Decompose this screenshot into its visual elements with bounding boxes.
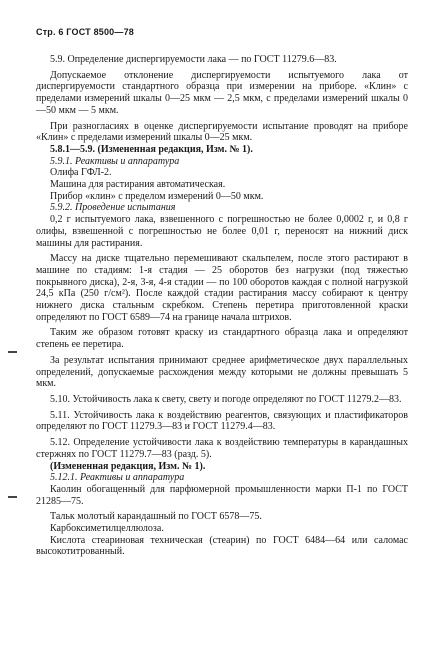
subsection-heading: 5.12.1. Реактивы и аппаратура — [50, 472, 185, 484]
amendment-note: 5.8.1—5.9. (Измененная редакция, Изм. № 1). — [50, 143, 253, 155]
paragraph: Олифа ГФЛ-2. — [50, 167, 112, 179]
subsection-heading: 5.9.1. Реактивы и аппаратура — [50, 155, 180, 167]
margin-mark — [8, 351, 17, 353]
page-header: Стр. 6 ГОСТ 8500—78 — [36, 27, 135, 37]
paragraph: Кислота стеариновая техническая (стеарин) по ГОСТ 6484—64 или саломас высокотитрованный. — [36, 534, 408, 558]
paragraph: Массу на диске тщательно перемешивают скальпелем, после этого растирают в машине по стадиям: 1-я стадия — 25 оборотов без нагрузки (под тяжестью покрывного диска), 2-я, 3-я, 4-я стадии — по 100 оборотов каждая с полной нагрузкой 24,5 кПа (250 г/см²). После каждой стадии растирания массу собирают к центру нижнего диска стальным скребком. Степень перетира приготовленной краски определяют по ГОСТ 6589—74 на границе начала штрихов. — [36, 253, 408, 323]
amendment-note: (Измененная редакция, Изм. № 1). — [50, 460, 206, 472]
margin-mark — [8, 496, 17, 498]
paragraph: 5.10. Устойчивость лака к свету, свету и погоде определяют по ГОСТ 11279.2—83. — [50, 393, 402, 405]
paragraph: Тальк молотый карандашный по ГОСТ 6578—75. — [50, 511, 262, 523]
paragraph: Прибор «клин» с пределом измерений 0—50 мкм. — [50, 190, 264, 202]
document-body — [36, 54, 408, 558]
paragraph: Допускаемое отклонение диспергируемости испытуемого лака от диспергируемости стандартного образца при измерении на приборе. «Клин» с пределами измерений шкалы 0—25 мкм — 2,5 мкм, с пределами измерений шкалы 0—50 мкм — 5 мкм. — [36, 69, 408, 116]
paragraph: Каолин обогащенный для парфюмерной промышленности марки П-1 по ГОСТ 21285—75. — [36, 483, 408, 507]
paragraph: 0,2 г испытуемого лака, взвешенного с погрешностью не более 0,0002 г, и 0,8 г олифы, взвешенной с погрешностью не более 0,01 г, переносят на нижний диск машины для растирания. — [36, 214, 408, 249]
paragraph: Карбоксиметилцеллюлоза. — [50, 523, 164, 535]
paragraph: Таким же образом готовят краску из стандартного образца лака и определяют степень ее перетира. — [36, 327, 408, 351]
paragraph: При разногласиях в оценке диспергируемости испытание проводят на приборе «Клин» с пределами измерений шкалы 0—25 мкм. — [36, 120, 408, 144]
paragraph: 5.11. Устойчивость лака к воздействию реагентов, связующих и пластификаторов определяют по ГОСТ 11279.3—83 и ГОСТ 11279.4—83. — [36, 409, 408, 433]
paragraph: Машина для растирания автоматическая. — [50, 179, 226, 191]
paragraph: 5.9. Определение диспергируемости лака — по ГОСТ 11279.6—83. — [50, 54, 337, 65]
subsection-heading: 5.9.2. Проведение испытания — [50, 202, 176, 214]
paragraph: За результат испытания принимают среднее арифметическое двух параллельных определений, допускаемые расхождения между которыми не должны превышать 5 мкм. — [36, 354, 408, 390]
paragraph: 5.12. Определение устойчивости лака к воздействию температуры в карандашных стержнях по ГОСТ 11279.7—83 (разд. 5). — [36, 437, 408, 460]
